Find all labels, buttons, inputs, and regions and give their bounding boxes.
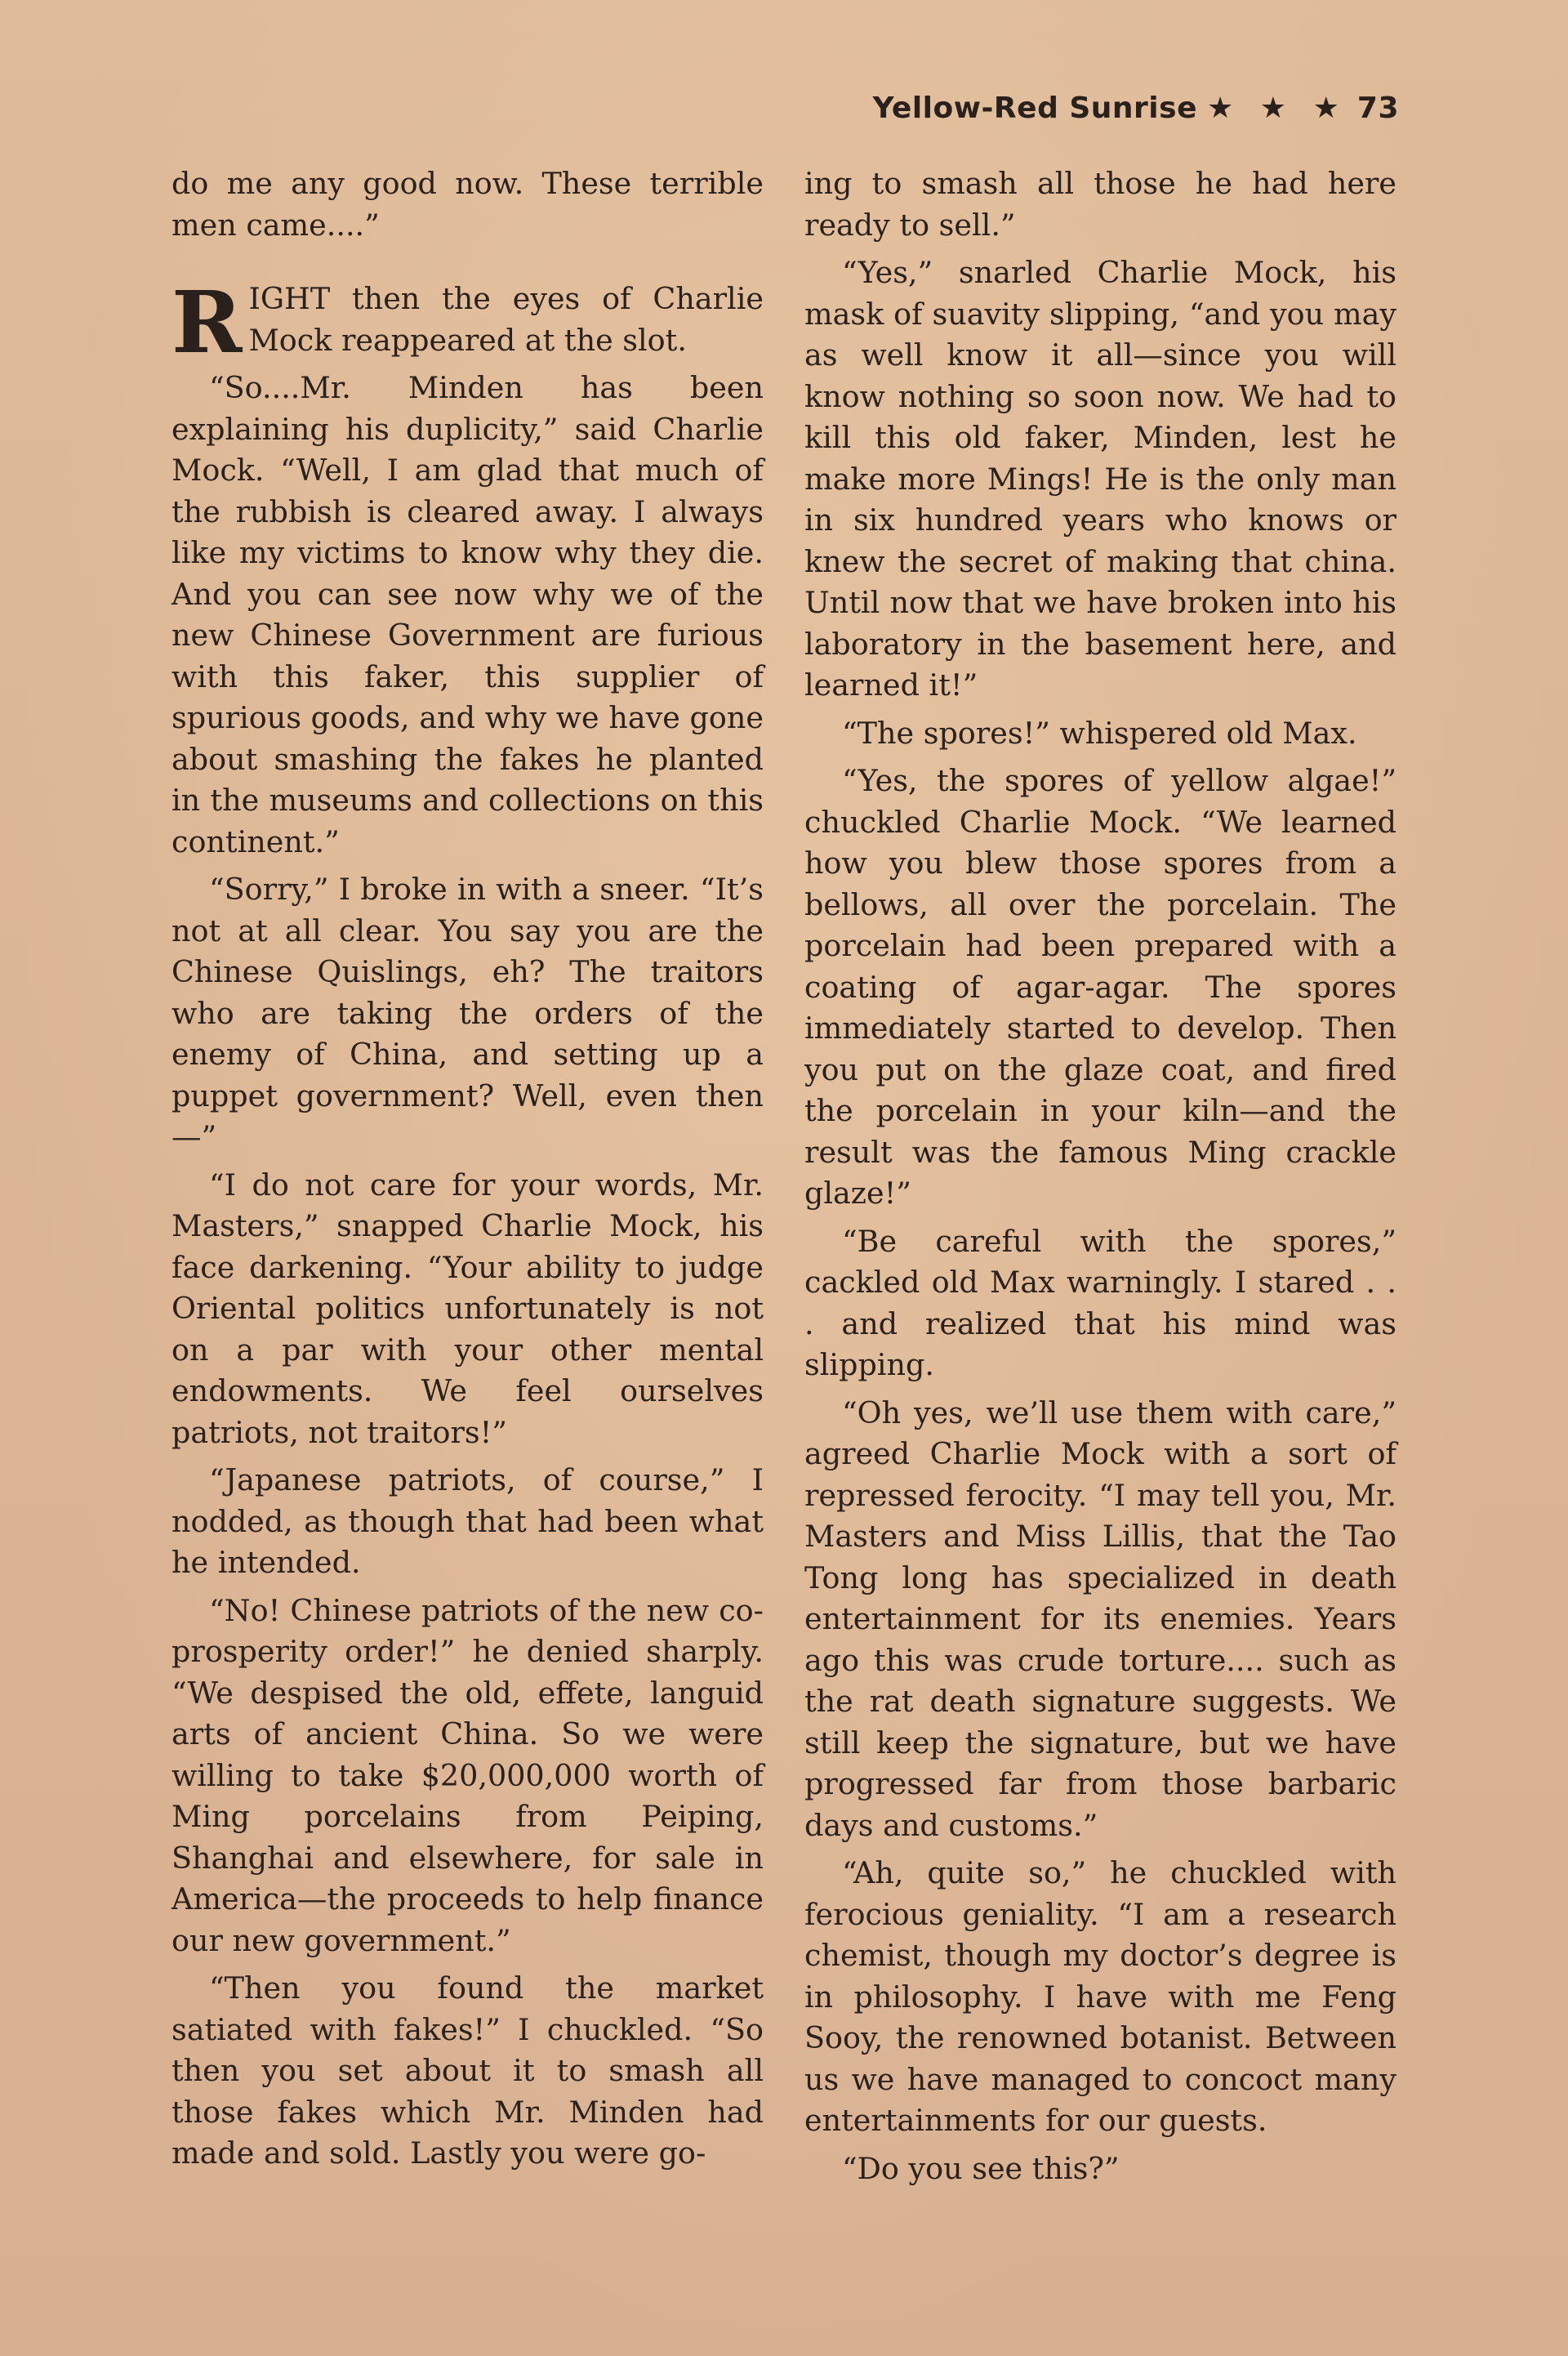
paragraph: “Do you see this?” <box>842 2150 1120 2186</box>
paragraph: “Oh yes, we’ll use them with care,” agreed Charlie Mock with a sort of repressed ferocity. “I may tell you, Mr. Masters and Miss Lillis, that the Tao Tong long has specialized in death entertainment for its enemies. Years ago this was crude torture.... such as the rat death signature suggests. We still keep the signature, but we have progressed far from those barbaric days and customs.” <box>804 1394 1396 1843</box>
right-column <box>804 163 1396 2196</box>
paragraph: “So....Mr. Minden has been explaining his duplicity,” said Charlie Mock. “Well, I am glad that much of the rubbish is cleared away. I always like my victims to know why they die. And you can see now why we of the new Chinese Government are furious with this faker, this supplier of spurious goods, and why we have gone about smashing the fakes he planted in the museums and collections on this continent.” <box>172 370 764 859</box>
paragraph: “Yes, the spores of yellow algae!” chuckled Charlie Mock. “We learned how you blew those spores from a bellows, all over the porcelain. The porcelain had been prepared with a coating of agar-agar. The spores immediately started to develop. Then you put on the glaze coat, and fired the porcelain in your kiln—and the result was the famous Ming crackle glaze!” <box>804 763 1396 1211</box>
paragraph: “No! Chinese patriots of the new co-prosperity order!” he denied sharply. “We despised the old, effete, languid arts of ancient China. So we were willing to take $20,000,000 worth of Ming porcelains from Peiping, Shanghai and elsewhere, for sale in America—the proceeds to help finance our new government.” <box>172 1592 764 1958</box>
running-header <box>873 91 1399 125</box>
running-title: Yellow-Red Sunrise <box>872 91 1197 125</box>
paragraph: “Ah, quite so,” he chuckled with ferocious geniality. “I am a research chemist, though my doctor’s degree is in philosophy. I have with me Feng Sooy, the renowned botanist. Between us we have managed to concoct many entertainments for our guests. <box>804 1855 1396 2138</box>
paragraph: “Then you found the market satiated with fakes!” I chuckled. “So then you set about it to smash all those fakes which Mr. Minden had made and sold. Lastly you were go- <box>172 1970 764 2171</box>
page-number: 73 <box>1356 91 1399 125</box>
paragraph: do me any good now. These terrible men came....” <box>172 166 764 243</box>
paragraph: “Sorry,” I broke in with a sneer. “It’s not at all clear. You say you are the Chinese Quislings, eh? The traitors who are taking the orders of the enemy of China, and setting up a puppet government? Well, even then—” <box>172 872 764 1154</box>
paragraph-with-drop-cap <box>172 272 764 373</box>
paragraph: ing to smash all those he had here ready to sell.” <box>804 166 1396 243</box>
paragraph: “The spores!” whispered old Max. <box>842 715 1357 751</box>
paragraph: “Yes,” snarled Charlie Mock, his mask of suavity slipping, “and you may as well know it all—since you will know nothing so soon now. We had to kill this old faker, Minden, lest he make more Mings! He is the only man in six hundred years who knows or knew the secret of making that china. Until now that we have broken into his laboratory in the basement here, and learned it!” <box>804 255 1396 703</box>
left-column <box>172 163 764 2181</box>
paragraph: “Be careful with the spores,” cackled old Max warningly. I stared . . . and realized that his mind was slipping. <box>804 1223 1396 1382</box>
drop-cap: R <box>172 272 243 373</box>
paragraph: “Japanese patriots, of course,” I nodded, as though that had been what he intended. <box>172 1462 764 1580</box>
paragraph-text: IGHT then the eyes of Charlie Mock reappeared at the slot. <box>248 281 764 358</box>
star-ornaments: ★ ★ ★ <box>1207 91 1348 125</box>
paragraph: “I do not care for your words, Mr. Masters,” snapped Charlie Mock, his face darkening. “Your ability to judge Oriental politics unfortunately is not on a par with your other mental endowments. We feel ourselves patriots, not traitors!” <box>172 1167 764 1450</box>
